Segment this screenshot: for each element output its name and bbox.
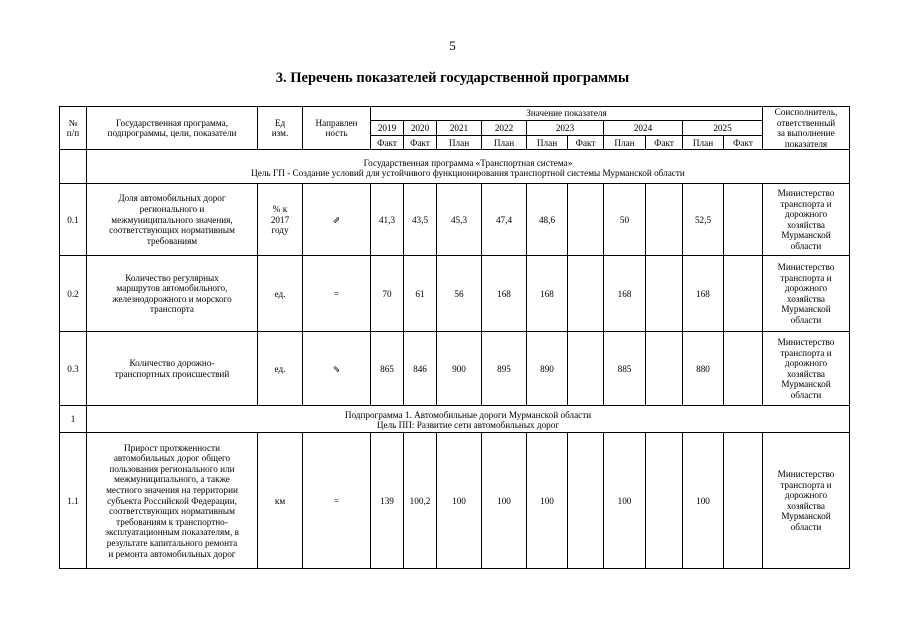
header-sub: Факт xyxy=(404,136,437,150)
row-value: 168 xyxy=(482,256,527,332)
header-sub: План xyxy=(527,136,568,150)
row-executor: Министерство транспорта и дорожного хозяйства Мурманской области xyxy=(763,433,850,569)
row-value: 168 xyxy=(604,256,646,332)
row-value: 865 xyxy=(371,332,404,406)
row-unit: % к 2017 году xyxy=(258,184,303,256)
row-value: 48,6 xyxy=(527,184,568,256)
header-name: Государственная программа, подпрограммы, цели, показатели xyxy=(87,107,258,150)
header-row-1 xyxy=(60,107,850,121)
table-row xyxy=(60,433,850,569)
header-sub: План xyxy=(683,136,724,150)
row-value xyxy=(646,256,683,332)
row-value: 100 xyxy=(482,433,527,569)
row-indicator-name: Доля автомобильных дорог регионального и межмуниципального значения, соответствующих нормативным требованиям xyxy=(87,184,258,256)
header-sub: План xyxy=(604,136,646,150)
page-number: 5 xyxy=(449,38,456,53)
row-unit: ед. xyxy=(258,332,303,406)
row-value xyxy=(724,256,763,332)
header-year: 2025 xyxy=(683,121,763,136)
row-value: 50 xyxy=(604,184,646,256)
row-executor: Министерство транспорта и дорожного хозяйства Мурманской области xyxy=(763,184,850,256)
row-direction: = xyxy=(303,433,371,569)
row-direction: ⇘ xyxy=(303,332,371,406)
row-value xyxy=(724,433,763,569)
row-value: 47,4 xyxy=(482,184,527,256)
header-year: 2021 xyxy=(437,121,482,136)
row-value xyxy=(568,184,604,256)
header-sub: Факт xyxy=(646,136,683,150)
row-num: 0.1 xyxy=(60,184,87,256)
table-row xyxy=(60,256,850,332)
row-value: 846 xyxy=(404,332,437,406)
header-value: Значение показателя xyxy=(371,107,763,121)
row-executor: Министерство транспорта и дорожного хозяйства Мурманской области xyxy=(763,256,850,332)
row-value xyxy=(724,332,763,406)
header-year: 2019 xyxy=(371,121,404,136)
header-sub: Факт xyxy=(568,136,604,150)
row-value: 52,5 xyxy=(683,184,724,256)
row-value: 100 xyxy=(683,433,724,569)
program-row xyxy=(60,150,850,184)
row-value: 45,3 xyxy=(437,184,482,256)
row-value: 100 xyxy=(527,433,568,569)
row-value: 880 xyxy=(683,332,724,406)
row-executor: Министерство транспорта и дорожного хозяйства Мурманской области xyxy=(763,332,850,406)
row-value: 168 xyxy=(683,256,724,332)
row-value xyxy=(568,332,604,406)
row-unit: ед. xyxy=(258,256,303,332)
header-num: № п/п xyxy=(60,107,87,150)
program-num-cell xyxy=(60,150,87,184)
row-value: 70 xyxy=(371,256,404,332)
row-indicator-name: Прирост протяженности автомобильных дорог общего пользования регионального или межмуниципального, а также местного значения на территории субъекта Российской Федерации, соответствующих нормативным требованиям к транспортно- эксплуатационным показателям, в результате капитального ремонта и ремонта автомобильных дорог xyxy=(87,433,258,569)
row-direction: = xyxy=(303,256,371,332)
row-value: 100 xyxy=(437,433,482,569)
row-value xyxy=(724,184,763,256)
row-value: 43,5 xyxy=(404,184,437,256)
header-sub: Факт xyxy=(724,136,763,150)
program-goal: Государственная программа «Транспортная система» Цель ГП - Создание условий для устойчивого функционирования транспортной системы Мурманской области xyxy=(87,150,850,184)
row-num: 0.3 xyxy=(60,332,87,406)
row-num: 0.2 xyxy=(60,256,87,332)
row-unit: км xyxy=(258,433,303,569)
row-value xyxy=(568,433,604,569)
table-row xyxy=(60,332,850,406)
indicators-table xyxy=(59,106,850,569)
row-value: 900 xyxy=(437,332,482,406)
row-value xyxy=(568,256,604,332)
row-value: 139 xyxy=(371,433,404,569)
row-value: 890 xyxy=(527,332,568,406)
header-year: 2024 xyxy=(604,121,683,136)
row-value xyxy=(646,332,683,406)
header-sub: Факт xyxy=(371,136,404,150)
header-year: 2023 xyxy=(527,121,604,136)
header-unit: Ед изм. xyxy=(258,107,303,150)
row-direction: ⇗ xyxy=(303,184,371,256)
row-value xyxy=(646,433,683,569)
row-indicator-name: Количество дорожно- транспортных происшествий xyxy=(87,332,258,406)
header-direction: Направлен ность xyxy=(303,107,371,150)
page-title: 3. Перечень показателей государственной программы xyxy=(275,70,630,86)
header-sub: План xyxy=(482,136,527,150)
header-sub: План xyxy=(437,136,482,150)
row-value xyxy=(646,184,683,256)
row-value: 61 xyxy=(404,256,437,332)
row-value: 885 xyxy=(604,332,646,406)
table-row xyxy=(60,184,850,256)
subprogram-goal: Подпрограмма 1. Автомобильные дороги Мурманской области Цель ПП: Развитие сети автомобильных дорог xyxy=(87,406,850,433)
header-executor: Соисполнитель, ответственный за выполнение показателя xyxy=(763,107,850,150)
row-indicator-name: Количество регулярных маршрутов автомобильного, железнодорожного и морского транспорта xyxy=(87,256,258,332)
row-value: 100 xyxy=(604,433,646,569)
row-value: 895 xyxy=(482,332,527,406)
subprogram-num: 1 xyxy=(60,406,87,433)
row-value: 56 xyxy=(437,256,482,332)
row-value: 41,3 xyxy=(371,184,404,256)
row-num: 1.1 xyxy=(60,433,87,569)
header-year: 2022 xyxy=(482,121,527,136)
header-year: 2020 xyxy=(404,121,437,136)
subprogram-row xyxy=(60,406,850,433)
row-value: 168 xyxy=(527,256,568,332)
row-value: 100,2 xyxy=(404,433,437,569)
